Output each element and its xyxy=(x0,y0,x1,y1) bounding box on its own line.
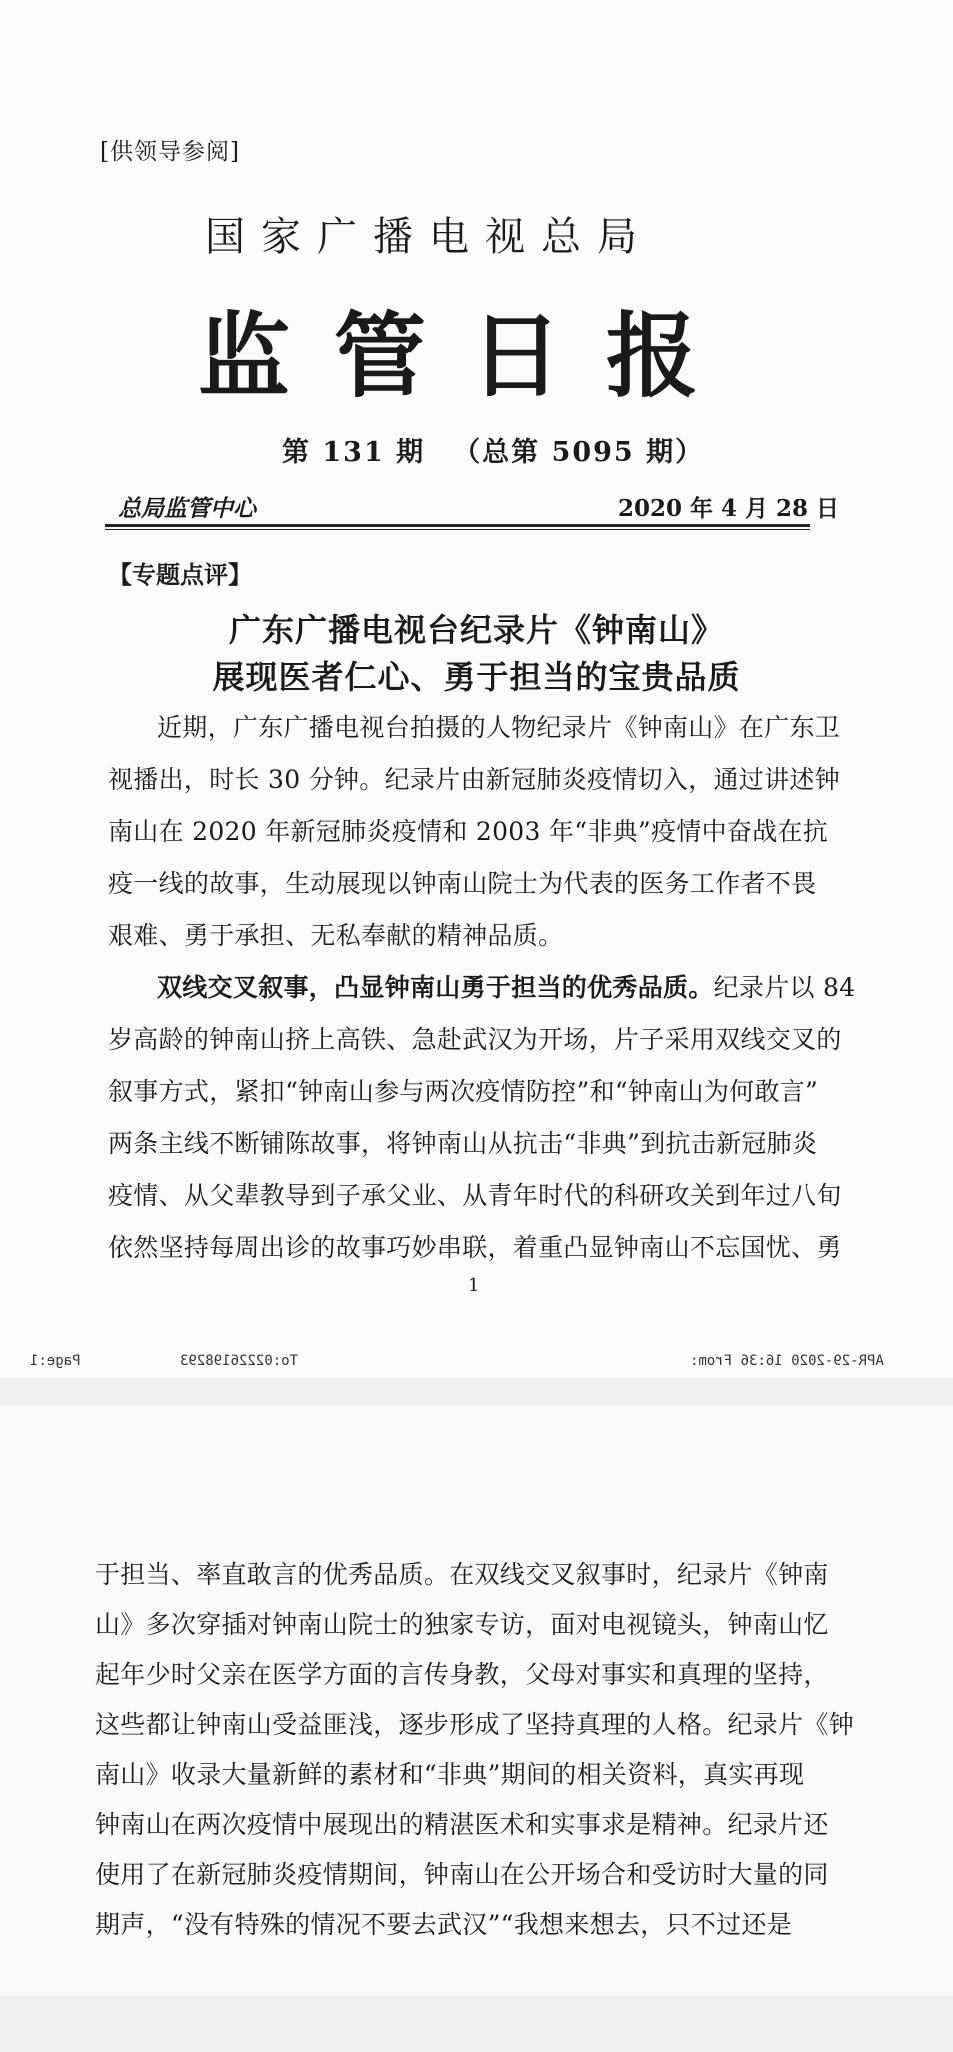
body-line: 于担当、率直敢言的优秀品质。在双线交叉叙事时，纪录片《钟南 xyxy=(95,1560,829,1589)
body-line: 视播出，时长 30 分钟。纪录片由新冠肺炎疫情切入，通过讲述钟 xyxy=(108,765,841,794)
paragraph-continuation: 纪录片以 84 xyxy=(713,973,856,1002)
report-name: 监管日报 xyxy=(198,302,743,410)
body-line: 岁高龄的钟南山挤上高铁、急赴武汉为开场，片子采用双线交叉的 xyxy=(108,1025,842,1054)
body-line: 艰难、勇于承担、无私奉献的精神品质。 xyxy=(108,921,564,950)
issue-date: 2020 年 4 月 28 日 xyxy=(618,495,840,522)
body-line xyxy=(157,968,855,1004)
body-line: 南山在 2020 年新冠肺炎疫情和 2003 年“非典”疫情中奋战在抗 xyxy=(108,817,829,846)
document-page-2 xyxy=(0,1405,953,1996)
body-line: 疫一线的故事，生动展现以钟南山院士为代表的医务工作者不畏 xyxy=(108,869,817,898)
article-title-line-2: 展现医者仁心、勇于担当的宝贵品质 xyxy=(212,658,741,696)
issue-current: 第 131 期 xyxy=(282,437,426,468)
fax-page-stamp: Page:1 xyxy=(30,1353,81,1369)
body-line: 疫情、从父辈教导到子承父业、从青年时代的科研攻关到年过八旬 xyxy=(108,1181,842,1210)
article-title-line-1: 广东广播电视台纪录片《钟南山》 xyxy=(228,611,724,649)
header-rule-thin xyxy=(105,529,810,530)
header-rule xyxy=(105,524,810,527)
body-line: 起年少时父亲在医学方面的言传身教，父母对事实和真理的坚持， xyxy=(95,1660,829,1689)
issue-number xyxy=(282,430,732,469)
body-line: 山》多次穿插对钟南山院士的独家专访，面对电视镜头，钟南山忆 xyxy=(95,1610,829,1639)
body-line: 钟南山在两次疫情中展现出的精湛医术和实事求是精神。纪录片还 xyxy=(95,1810,829,1839)
fax-to-stamp: To:02226198293 xyxy=(180,1353,299,1369)
body-line: 使用了在新冠肺炎疫情期间，钟南山在公开场合和受访时大量的同 xyxy=(95,1860,829,1889)
organization-name: 国家广播电视总局 xyxy=(205,214,653,260)
body-line: 依然坚持每周出诊的故事巧妙串联，着重凸显钟南山不忘国忧、勇 xyxy=(108,1233,842,1262)
issue-total: （总第 5095 期） xyxy=(453,437,705,468)
section-label: 【专题点评】 xyxy=(108,560,252,589)
body-line: 叙事方式，紧扣“钟南山参与两次疫情防控”和“钟南山为何敢言” xyxy=(108,1077,819,1106)
body-line: 这些都让钟南山受益匪浅，逐步形成了坚持真理的人格。纪录片《钟 xyxy=(95,1710,855,1739)
page-number: 1 xyxy=(468,1275,480,1296)
paragraph-lead: 双线交叉叙事，凸显钟南山勇于担当的优秀品质。 xyxy=(157,973,714,1002)
fax-from-stamp: APR-29-2020 16:36 From: xyxy=(690,1353,884,1369)
body-line: 近期，广东广播电视台拍摄的人物纪录片《钟南山》在广东卫 xyxy=(157,713,841,742)
body-line: 期声，“没有特殊的情况不要去武汉”“我想来想去，只不过还是 xyxy=(95,1910,793,1939)
body-line: 两条主线不断铺陈故事，将钟南山从抗击“非典”到抗击新冠肺炎 xyxy=(108,1129,818,1158)
issuer: 总局监管中心 xyxy=(118,495,256,522)
body-line: 南山》收录大量新鲜的素材和“非典”期间的相关资料，真实再现 xyxy=(95,1760,805,1789)
reference-tag: [供领导参阅] xyxy=(100,139,240,165)
